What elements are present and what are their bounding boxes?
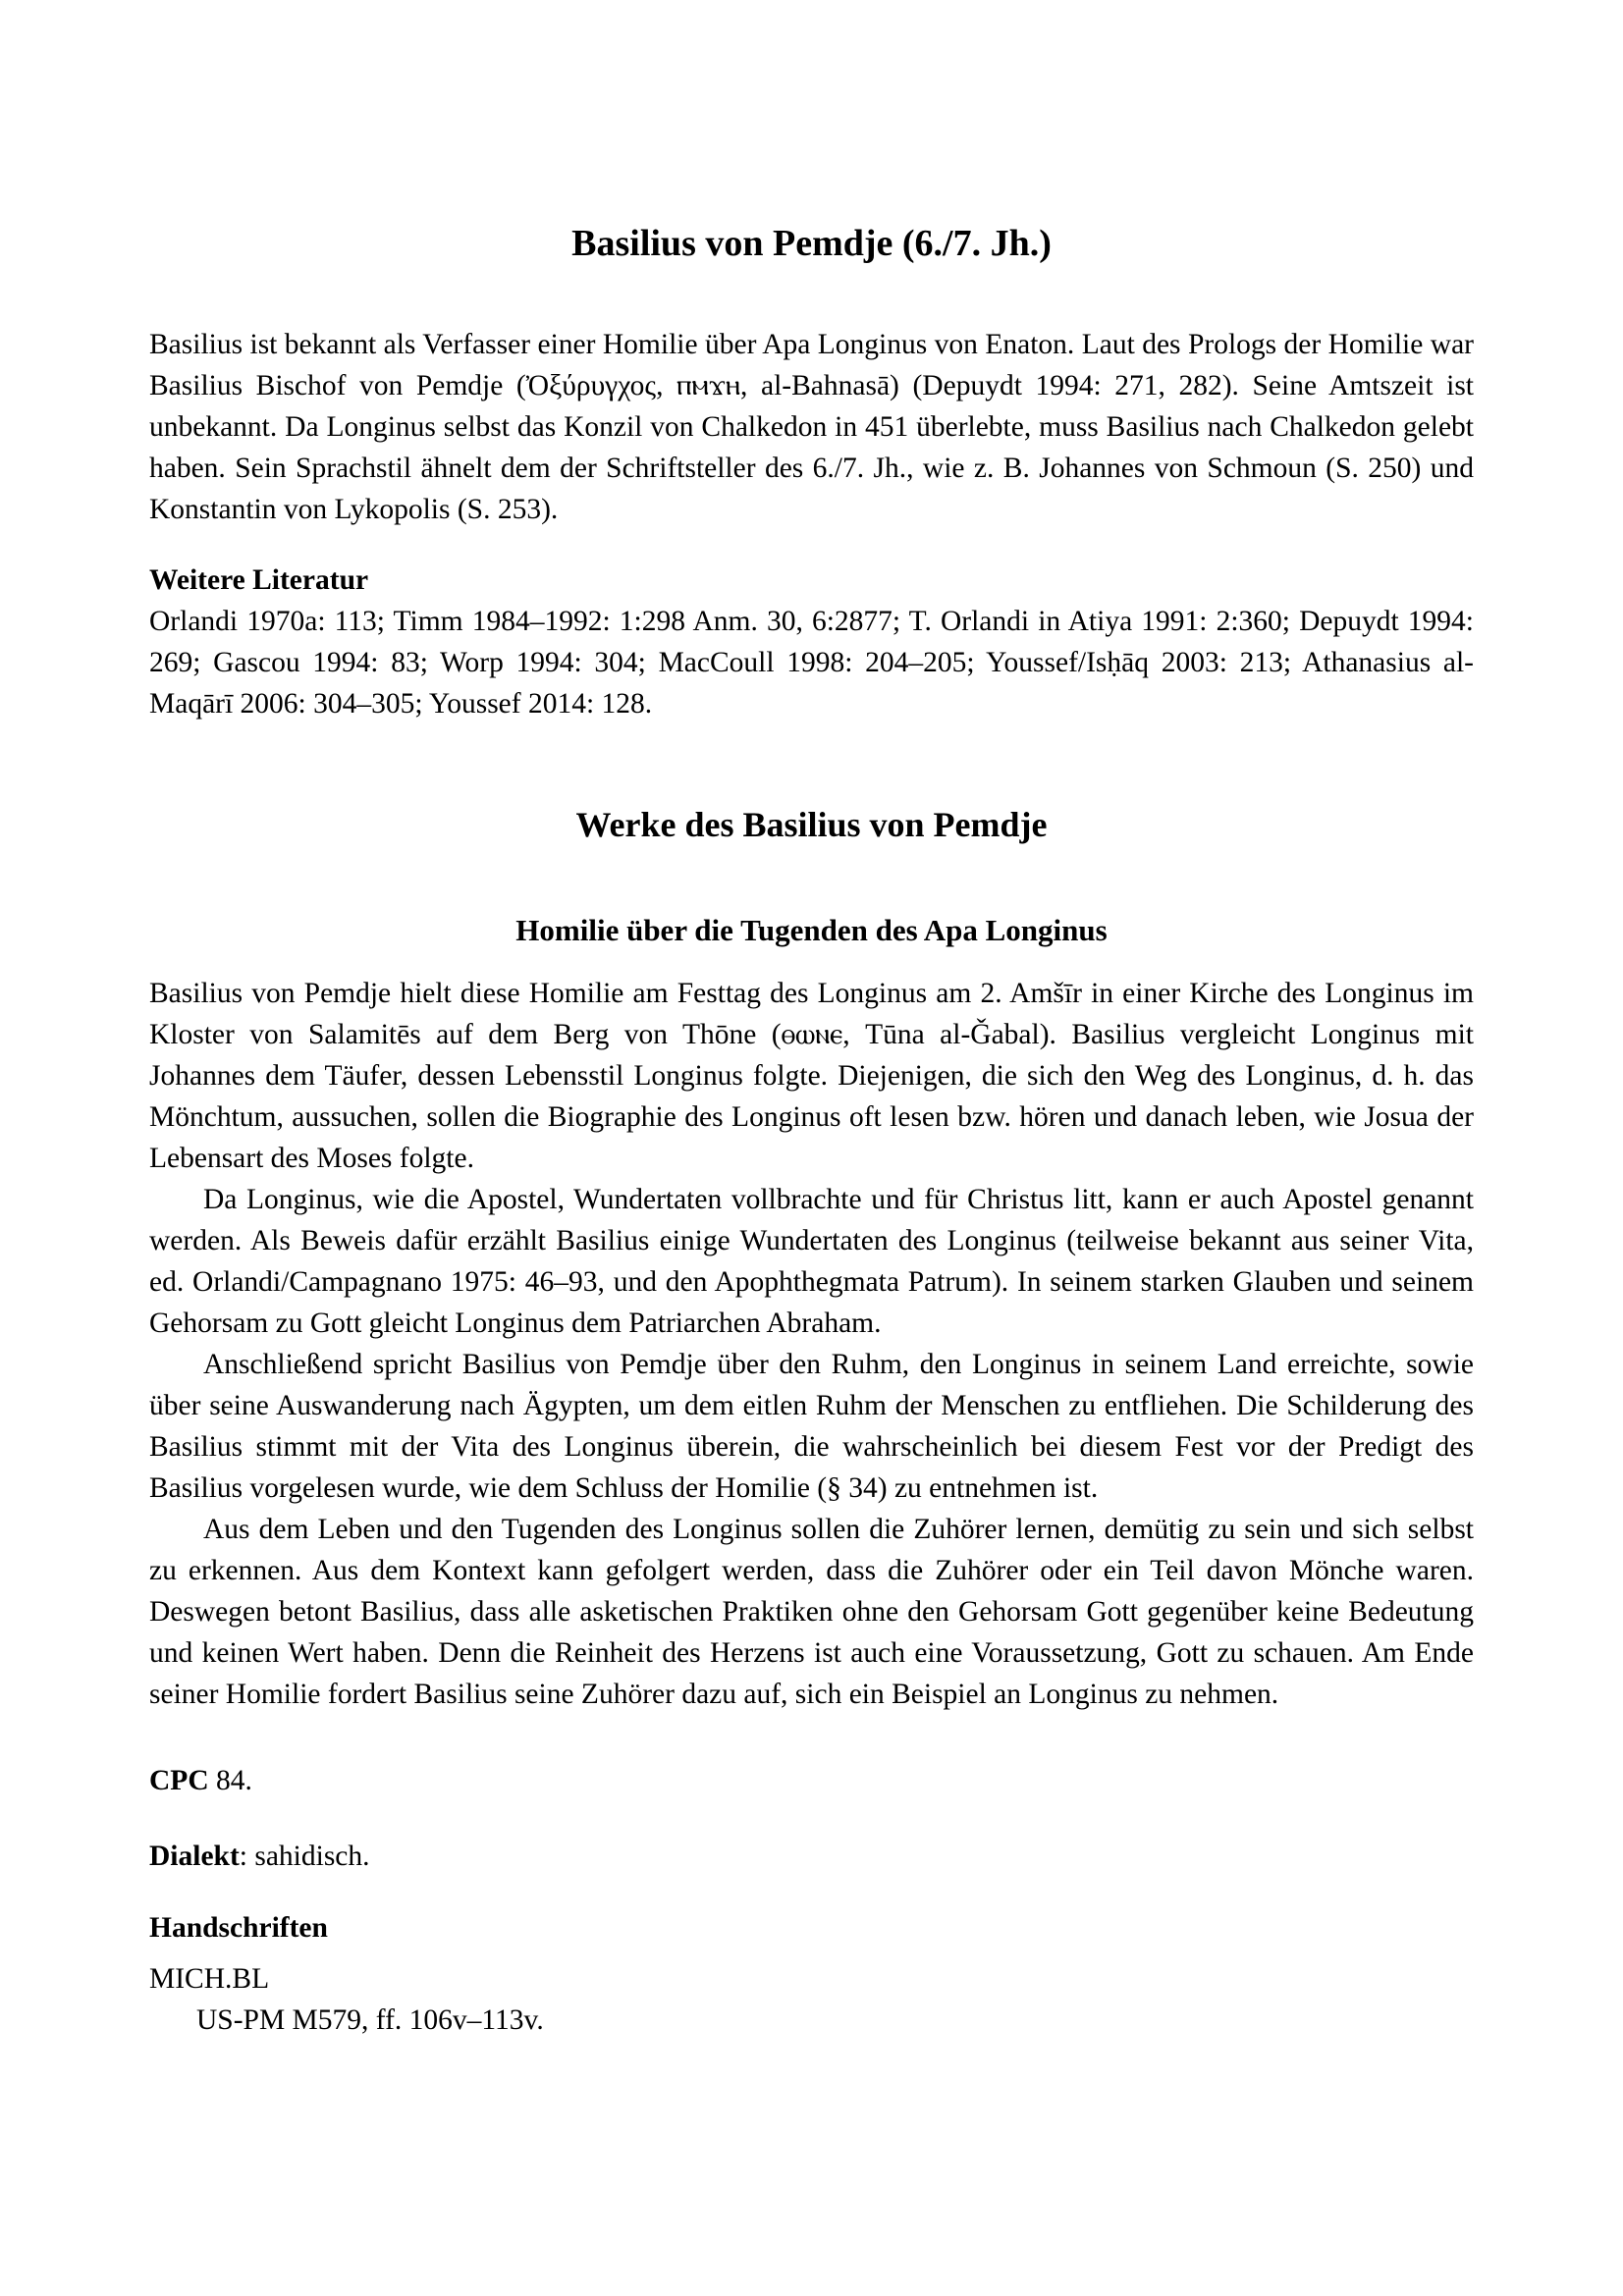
literature-paragraph: Orlandi 1970a: 113; Timm 1984–1992: 1:298 Anm. 30, 6:2877; T. Orlandi in Atiya 1991: 2:360; Depuydt 1994: 269; Gascou 1994: 83; Worp 1994: 304; MacCoull 1998: 204–205; Youssef/Isḥāq 2003: 213; Athanasius al-Maqārī 2006: 304–305; Youssef 2014: 128. (149, 606, 1474, 720)
literature-heading: Weitere Literatur (149, 564, 369, 596)
cpc-label: CPC (149, 1765, 209, 1796)
cpc-line (149, 1760, 1474, 1801)
text-column (149, 0, 1474, 2041)
works-heading: Werke des Basilius von Pemdje (575, 805, 1048, 844)
homily-paragraph-2: Da Longinus, wie die Apostel, Wundertaten vollbrachte und für Christus litt, kann er auch Apostel genannt werden. Als Beweis dafür erzählt Basilius einige Wundertaten des Longinus (teilweise bekannt aus seiner Vita, ed. Orlandi/Campagnano 1975: 46–93, und den Apophthegmata Patrum). In seinem starken Glauben und seinem Gehorsam zu Gott gleicht Longinus dem Patriarchen Abraham. (149, 1184, 1474, 1339)
homily-paragraph-1: Basilius von Pemdje hielt diese Homilie am Festtag des Longinus am 2. Amšīr in einer Kirche des Longinus im Kloster von Salamitēs auf dem Berg von Thōne (ⲑⲱⲛⲉ, Tūna al-Ǧabal). Basilius vergleicht Longinus mit Johannes dem Täufer, dessen Lebensstil Longinus folgte. Diejenigen, die sich den Weg des Longinus, d. h. das Mönchtum, aussuchen, sollen die Biographie des Longinus oft lesen bzw. hören und danach leben, wie Josua der Lebensart des Moses folgte. (149, 978, 1474, 1174)
manuscripts-heading: Handschriften (149, 1912, 328, 1944)
cpc-value: 84. (208, 1765, 252, 1796)
dialect-label: Dialekt (149, 1841, 240, 1872)
intro-paragraph: Basilius ist bekannt als Verfasser einer Homilie über Apa Longinus von Enaton. Laut des Prologs der Homilie war Basilius Bischof von Pemdje (Ὀξύρυγχος, ⲡⲙϫⲏ, al-Bahnasā) (Depuydt 1994: 271, 282). Seine Amtszeit ist unbekannt. Da Longinus selbst das Konzil von Chalkedon in 451 überlebte, muss Basilius nach Chalkedon gelebt haben. Sein Sprachstil ähnelt dem der Schriftsteller des 6./7. Jh., wie z. B. Johannes von Schmoun (S. 250) und Konstantin von Lykopolis (S. 253). (149, 329, 1474, 525)
manuscript-shelfmark: US-PM M579, ff. 106v–113v. (196, 2004, 544, 2036)
dialect-value: : sahidisch. (239, 1841, 370, 1872)
homily-title: Homilie über die Tugenden des Apa Longinus (515, 913, 1108, 947)
manuscript-collection: MICH.BL (149, 1963, 270, 1995)
homily-paragraph-4: Aus dem Leben und den Tugenden des Longinus sollen die Zuhörer lernen, demütig zu sein und sich selbst zu erkennen. Aus dem Kontext kann gefolgert werden, dass die Zuhörer oder ein Teil davon Mönche waren. Deswegen betont Basilius, dass alle asketischen Praktiken ohne den Gehorsam Gott gegenüber keine Bedeutung und keinen Wert haben. Denn die Reinheit des Herzens ist auch eine Voraussetzung, Gott zu schauen. Am Ende seiner Homilie fordert Basilius seine Zuhörer dazu auf, sich ein Beispiel an Longinus zu nehmen. (149, 1514, 1474, 1710)
page-title: Basilius von Pemdje (6./7. Jh.) (571, 223, 1052, 264)
dialect-line (149, 1836, 1474, 1877)
homily-paragraph-3: Anschließend spricht Basilius von Pemdje über den Ruhm, den Longinus in seinem Land erreichte, sowie über seine Auswanderung nach Ägypten, um dem eitlen Ruhm der Menschen zu entfliehen. Die Schilderung des Basilius stimmt mit der Vita des Longinus überein, die wahrscheinlich bei diesem Fest vor der Predigt des Basilius vorgelesen wurde, wie dem Schluss der Homilie (§ 34) zu entnehmen ist. (149, 1349, 1474, 1504)
